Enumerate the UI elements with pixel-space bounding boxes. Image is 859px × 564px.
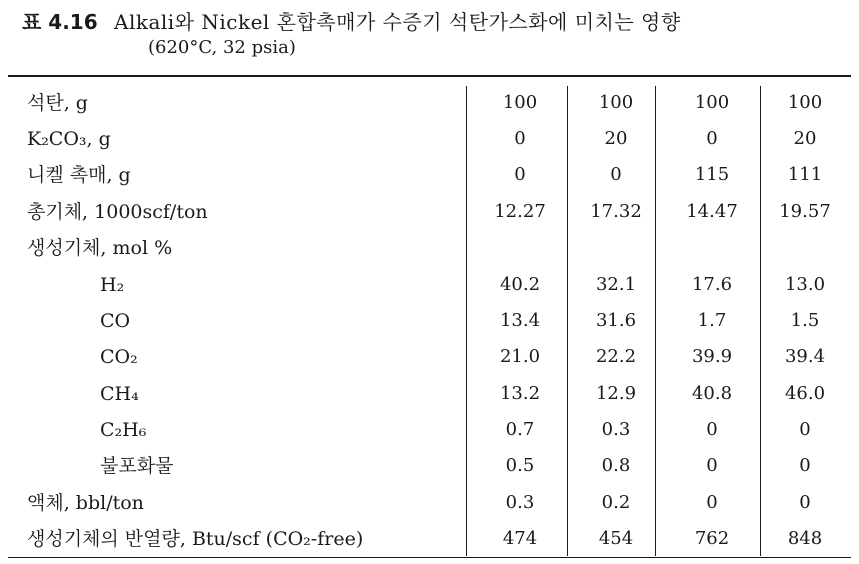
cell-value: 0 (799, 455, 811, 476)
cell-value: 31.6 (595, 310, 637, 331)
table-row (0, 194, 859, 230)
row-label: CO (100, 310, 131, 332)
cell-value: 0 (706, 492, 718, 513)
cell-value: 100 (598, 92, 634, 113)
cell-value: 100 (787, 92, 823, 113)
row-label: H₂ (100, 274, 125, 296)
cell-value: 0 (799, 492, 811, 513)
cell-value: 20 (604, 128, 628, 149)
cell-value: 32.1 (595, 274, 637, 295)
cell-value: 17.32 (590, 201, 642, 222)
table-bottom-rule (8, 557, 851, 558)
cell-value: 100 (502, 92, 538, 113)
cell-value (760, 230, 850, 266)
row-label: 석탄, g (27, 92, 88, 114)
table-row (0, 485, 859, 521)
table-row (0, 521, 859, 557)
row-label: 생성기체, mol % (27, 237, 173, 259)
cell-value: 474 (502, 528, 538, 549)
cell-value: 0 (514, 164, 526, 185)
cell-value: 0 (514, 128, 526, 149)
table-top-rule (8, 75, 851, 77)
cell-value: 0.7 (505, 419, 535, 440)
cell-value: 40.8 (691, 383, 733, 404)
cell-value: 1.5 (790, 310, 820, 331)
cell-value: 12.9 (595, 383, 637, 404)
cell-value (568, 230, 664, 266)
table-row (0, 448, 859, 484)
table-row (0, 412, 859, 448)
row-label: CO₂ (100, 346, 138, 368)
table-caption (22, 8, 852, 60)
cell-value: 12.27 (494, 201, 546, 222)
cell-value (472, 230, 568, 266)
cell-value: 17.6 (691, 274, 733, 295)
cell-value: 46.0 (784, 383, 826, 404)
row-label: CH₄ (100, 383, 139, 405)
table-row (0, 303, 859, 339)
table-title: Alkali와 Nickel 혼합촉매가 수증기 석탄가스화에 미치는 영향 (114, 10, 681, 34)
table-row (0, 267, 859, 303)
cell-value: 39.4 (784, 346, 826, 367)
cell-value: 454 (598, 528, 634, 549)
cell-value: 848 (787, 528, 823, 549)
cell-value: 21.0 (499, 346, 541, 367)
cell-value: 0 (706, 128, 718, 149)
cell-value (664, 230, 760, 266)
table-row (0, 157, 859, 193)
cell-value: 0.2 (601, 492, 631, 513)
cell-value: 0.3 (505, 492, 535, 513)
cell-value: 0.5 (505, 455, 535, 476)
table-row (0, 121, 859, 157)
caption-conditions: (620°C, 32 psia) (148, 37, 296, 58)
cell-value: 0 (799, 419, 811, 440)
cell-value: 100 (694, 92, 730, 113)
cell-value: 115 (694, 164, 730, 185)
cell-value: 20 (793, 128, 817, 149)
caption-title-line (22, 8, 852, 36)
table-row (0, 339, 859, 375)
row-label: 총기체, 1000scf/ton (27, 201, 208, 223)
cell-value: 13.0 (784, 274, 826, 295)
cell-value: 1.7 (697, 310, 727, 331)
cell-value: 39.9 (691, 346, 733, 367)
cell-value: 111 (787, 164, 823, 185)
table-row (0, 230, 859, 266)
cell-value: 22.2 (595, 346, 637, 367)
table-row (0, 85, 859, 121)
table-row (0, 376, 859, 412)
cell-value: 13.2 (499, 383, 541, 404)
row-label: C₂H₆ (100, 419, 147, 441)
cell-value: 0 (610, 164, 622, 185)
cell-value: 0.8 (601, 455, 631, 476)
row-label: K₂CO₃, g (27, 128, 111, 150)
cell-value: 13.4 (499, 310, 541, 331)
cell-value: 762 (694, 528, 730, 549)
cell-value: 0.3 (601, 419, 631, 440)
cell-value: 40.2 (499, 274, 541, 295)
row-label: 불포화물 (100, 455, 174, 477)
table-number: 표 4.16 (22, 10, 98, 34)
row-label: 생성기체의 반열량, Btu/scf (CO₂-free) (27, 528, 364, 550)
cell-value: 0 (706, 419, 718, 440)
row-label: 니켈 촉매, g (27, 164, 131, 186)
cell-value: 14.47 (686, 201, 738, 222)
row-label: 액체, bbl/ton (27, 492, 144, 514)
cell-value: 19.57 (779, 201, 831, 222)
cell-value: 0 (706, 455, 718, 476)
